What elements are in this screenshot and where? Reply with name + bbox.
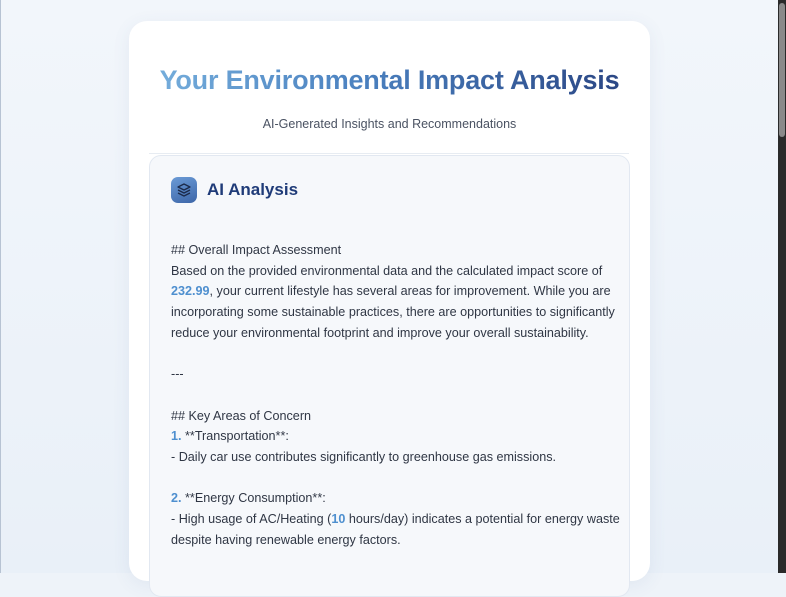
assessment-text-fragment: , your current lifestyle has several areas for improvement. While you are bbox=[209, 284, 611, 299]
concern-item-title: 2. **Energy Consumption**: bbox=[171, 491, 326, 506]
vertical-scrollbar[interactable] bbox=[778, 0, 786, 573]
analysis-body bbox=[171, 240, 620, 550]
scrollbar-thumb[interactable] bbox=[779, 3, 785, 137]
ai-analysis-heading: AI Analysis bbox=[207, 180, 299, 199]
page-subtitle: AI-Generated Insights and Recommendations bbox=[262, 117, 517, 131]
concern-item-number: 2. bbox=[171, 491, 182, 506]
concern-item-number: 1. bbox=[171, 429, 182, 444]
concern-item-detail: - Daily car use contributes significantly to greenhouse gas emissions. bbox=[171, 449, 556, 464]
window-edge bbox=[0, 0, 1, 573]
concern-item-detail: despite having renewable energy factors. bbox=[171, 532, 401, 547]
layers-icon bbox=[171, 177, 197, 203]
section-separator: --- bbox=[171, 367, 184, 382]
page-title: Your Environmental Impact Analysis bbox=[129, 65, 650, 96]
assessment-heading: ## Overall Impact Assessment bbox=[171, 243, 342, 257]
assessment-text-line: reduce your environmental footprint and improve your overall sustainability. bbox=[171, 325, 589, 340]
concern-item-detail: - High usage of AC/Heating (10 hours/day) indicates a potential for energy waste bbox=[171, 511, 620, 526]
assessment-text-line bbox=[171, 281, 611, 302]
assessment-text-line: Based on the provided environmental data and the calculated impact score of bbox=[171, 263, 603, 278]
header-divider bbox=[149, 153, 629, 154]
assessment-text-line: incorporating some sustainable practices, there are opportunities to significantly bbox=[171, 305, 615, 320]
ac-hours-value: 10 bbox=[331, 511, 346, 526]
impact-score-value: 232.99 bbox=[171, 284, 210, 299]
concerns-heading: ## Key Areas of Concern bbox=[171, 408, 312, 423]
concern-item-title: 1. **Transportation**: bbox=[171, 429, 289, 444]
